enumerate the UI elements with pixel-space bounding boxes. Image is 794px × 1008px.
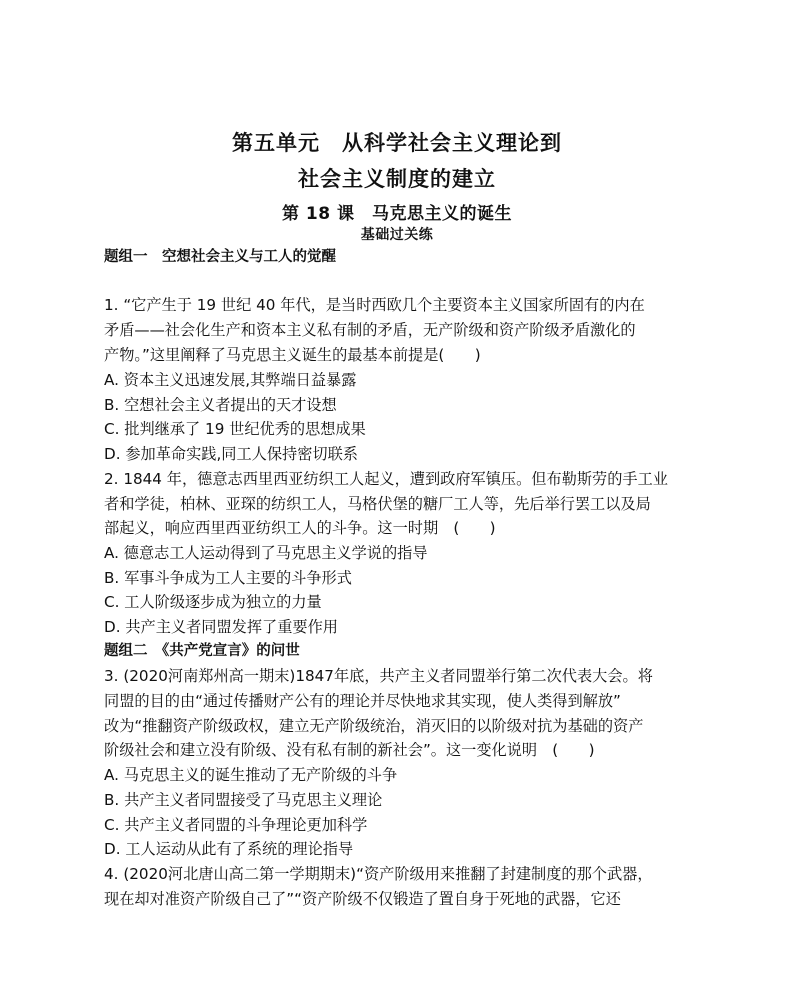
section-title: 基础过关练 — [360, 227, 434, 243]
q2-stem-line-1: 2. 1844 年，德意志西里西亚纺织工人起义，遭到政府军镇压。但布勒斯劳的手工业 — [104, 470, 668, 488]
q4-stem-line-2: 现在却对准资产阶级自己了”“资产阶级不仅锻造了置自身于死地的武器，它还 — [104, 890, 621, 908]
q3-option-d: D. 工人运动从此有了系统的理论指导 — [104, 840, 354, 858]
q1-stem-line-1: 1. “它产生于 19 世纪 40 年代，是当时西欧几个主要资本主义国家所固有的内在 — [104, 296, 645, 314]
q3-stem-line-3: 改为“推翻资产阶级政权，建立无产阶级统治，消灭旧的以阶级对抗为基础的资产 — [104, 717, 644, 735]
q2-option-d: D. 共产主义者同盟发挥了重要作用 — [104, 618, 338, 636]
q3-option-c: C. 共产主义者同盟的斗争理论更加科学 — [104, 816, 368, 834]
group-heading-2: 题组二 《共产党宣言》的问世 — [104, 643, 300, 659]
q2-option-b: B. 军事斗争成为工人主要的斗争形式 — [104, 569, 352, 587]
q1-stem-line-3: 产物。”这里阐释了马克思主义诞生的最基本前提是( ) — [104, 346, 481, 364]
q2-option-a: A. 德意志工人运动得到了马克思主义学说的指导 — [104, 544, 428, 562]
q2-stem-line-3: 部起义，响应西里西亚纺织工人的斗争。这一时期 ( ) — [104, 519, 496, 537]
q3-stem-line-2: 同盟的目的由“通过传播财产公有的理论并尽快地求其实现，使人类得到解放” — [104, 692, 621, 710]
q1-option-b: B. 空想社会主义者提出的天才设想 — [104, 396, 337, 414]
q2-stem-line-2: 者和学徒，柏林、亚琛的纺织工人，马格伏堡的糖厂工人等，先后举行罢工以及局 — [104, 495, 651, 513]
q3-option-b: B. 共产主义者同盟接受了马克思主义理论 — [104, 791, 383, 809]
unit-title-line-2: 社会主义制度的建立 — [298, 167, 496, 191]
group-heading-1: 题组一 空想社会主义与工人的觉醒 — [104, 249, 336, 265]
q3-stem-line-4: 阶级社会和建立没有阶级、没有私有制的新社会”。这一变化说明 ( ) — [104, 741, 595, 759]
q1-option-d: D. 参加革命实践,同工人保持密切联系 — [104, 445, 358, 463]
q3-option-a: A. 马克思主义的诞生推动了无产阶级的斗争 — [104, 766, 398, 784]
q2-option-c: C. 工人阶级逐步成为独立的力量 — [104, 593, 322, 611]
q4-stem-line-1: 4. (2020河北唐山高二第一学期期末)“资产阶级用来推翻了封建制度的那个武器， — [104, 865, 653, 883]
unit-title: 第五单元 从科学社会主义理论到 — [232, 131, 562, 155]
q1-option-c: C. 批判继承了 19 世纪优秀的思想成果 — [104, 420, 366, 438]
q3-stem-line-1: 3. (2020河南郑州高一期末)1847年底，共产主义者同盟举行第二次代表大会。将 — [104, 667, 653, 685]
q1-stem-line-2: 矛盾——社会化生产和资本主义私有制的矛盾，无产阶级和资产阶级矛盾激化的 — [104, 321, 636, 339]
lesson-title: 第 18 课 马克思主义的诞生 — [282, 204, 512, 224]
q1-option-a: A. 资本主义迅速发展,其弊端日益暴露 — [104, 371, 357, 389]
